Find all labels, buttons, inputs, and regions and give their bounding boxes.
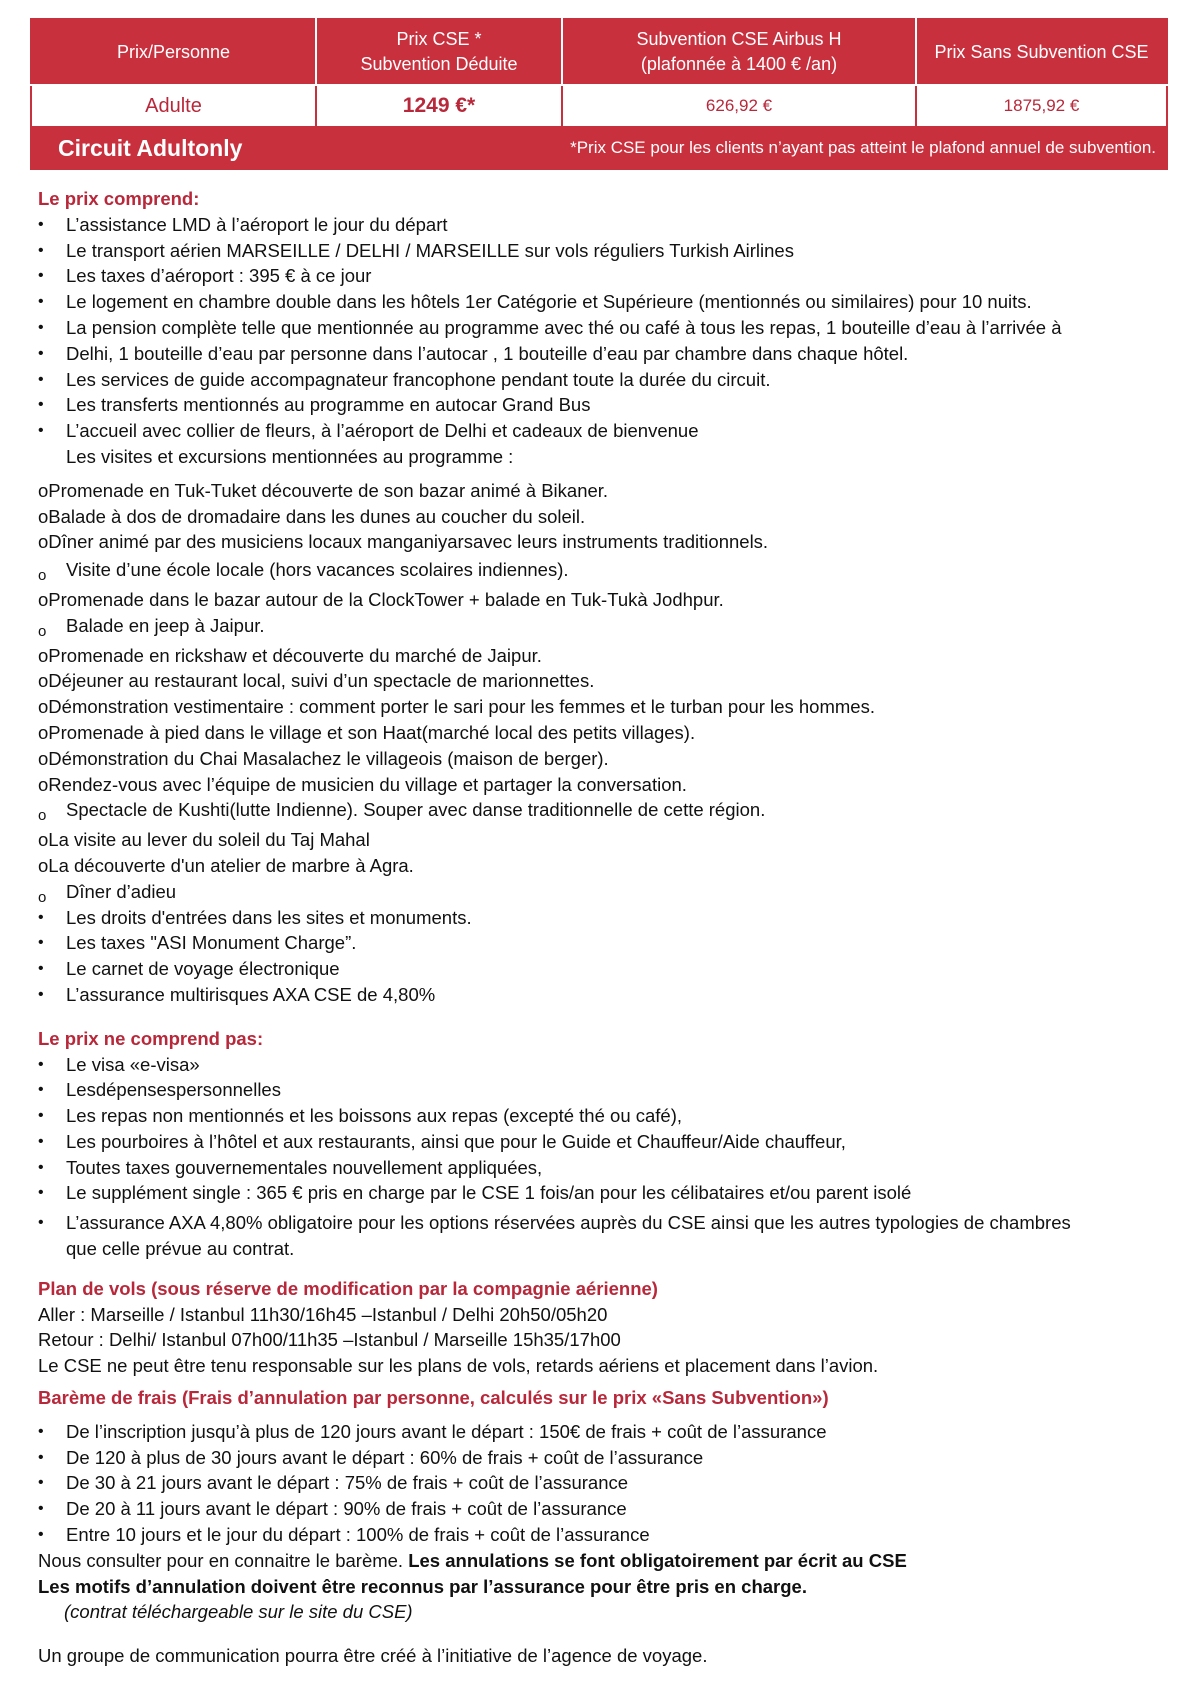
header-prix-personne: Prix/Personne xyxy=(31,19,316,85)
list-item: • Les repas non mentionnés et les boissons aux repas (excepté thé ou café), xyxy=(38,1103,1178,1129)
visit-item: o Visite d’une école locale (hors vacances scolaires indiennes). xyxy=(38,557,1178,583)
header-prix-cse xyxy=(316,19,562,85)
cell-prix-cse: 1249 €* xyxy=(316,85,562,127)
price-table-row xyxy=(31,85,1167,127)
bareme-motifs: Les motifs d’annulation doivent être reconnus par l’assurance pour être pris en charge. xyxy=(38,1575,807,1597)
visit-item: o Dîner d’adieu xyxy=(38,879,1178,905)
list-item: • Le carnet de voyage électronique xyxy=(38,956,1178,982)
visit-item: oLa visite au lever du soleil du Taj Mahal xyxy=(38,829,370,851)
visit-item: oLa découverte d'un atelier de marbre à Agra. xyxy=(38,854,414,876)
list-item: • Les droits d'entrées dans les sites et monuments. xyxy=(38,905,1178,931)
cell-subvention: 626,92 € xyxy=(562,85,916,127)
bareme-consult-bold: Les annulations se font obligatoirement par écrit au CSE xyxy=(408,1549,907,1571)
bareme-consult-text: Nous consulter pour en connaitre le barème. xyxy=(38,1549,404,1571)
price-table-header xyxy=(31,19,1167,85)
list-item: • Toutes taxes gouvernementales nouvellement appliquées, xyxy=(38,1155,1178,1181)
list-item: • Lesdépensespersonnelles xyxy=(38,1077,1178,1103)
list-item: • La pension complète telle que mentionnée au programme avec thé ou café à tous les repas, 1 bouteille d’eau à l’arrivée à xyxy=(38,315,1178,341)
list-item: • De l’inscription jusqu’à plus de 120 jours avant le départ : 150€ de frais + coût de l’assurance xyxy=(38,1419,1178,1445)
list-item xyxy=(38,1210,1178,1262)
list-comprend xyxy=(38,212,1178,444)
list-item: • Le visa «e-visa» xyxy=(38,1052,1178,1078)
section-title-vols: Plan de vols (sous réserve de modification par la compagnie aérienne) xyxy=(38,1277,658,1299)
cell-prix-sans: 1875,92 € xyxy=(916,85,1167,127)
header-subvention xyxy=(562,19,916,85)
list-item: • Les transferts mentionnés au programme en autocar Grand Bus xyxy=(38,392,1178,418)
header-prix-cse-line1: Prix CSE * xyxy=(396,29,482,49)
bareme-contrat: (contrat téléchargeable sur le site du CSE) xyxy=(64,1601,413,1623)
list-item: • Delhi, 1 bouteille d’eau par personne dans l’autocar , 1 bouteille d’eau par chambre dans chaque hôtel. xyxy=(38,341,1178,367)
list-item: • L’assistance LMD à l’aéroport le jour du départ xyxy=(38,212,1178,238)
list-item: • L’accueil avec collier de fleurs, à l’aéroport de Delhi et cadeaux de bienvenue xyxy=(38,418,1178,444)
list-ne-comprend xyxy=(38,1052,1178,1262)
list-item: • Entre 10 jours et le jour du départ : 100% de frais + coût de l’assurance xyxy=(38,1522,1178,1548)
list-item: • Le supplément single : 365 € pris en charge par le CSE 1 fois/an pour les célibataires et/ou parent isolé xyxy=(38,1180,1178,1206)
visit-item: oPromenade en rickshaw et découverte du marché de Jaipur. xyxy=(38,644,542,666)
visit-item: oDîner animé par des musiciens locaux manganiyarsavec leurs instruments traditionnels. xyxy=(38,531,769,553)
list-item: • Les pourboires à l’hôtel et aux restaurants, ainsi que pour le Guide et Chauffeur/Aide chauffeur, xyxy=(38,1129,1178,1155)
cell-category: Adulte xyxy=(31,85,316,127)
bareme-consult xyxy=(38,1548,1178,1574)
visit-item: oDéjeuner au restaurant local, suivi d’un spectacle de marionnettes. xyxy=(38,670,595,692)
header-prix-cse-line2: Subvention Déduite xyxy=(360,54,518,74)
visits-list xyxy=(38,478,1178,905)
visit-item: oPromenade dans le bazar autour de la ClockTower + balade en Tuk-Tukà Jodhpur. xyxy=(38,588,724,610)
list-item-line: que celle prévue au contrat. xyxy=(66,1238,295,1260)
header-prix-sans: Prix Sans Subvention CSE xyxy=(916,19,1167,85)
vols-note: Le CSE ne peut être tenu responsable sur les plans de vols, retards aériens et placement dans l’avion. xyxy=(38,1355,879,1377)
price-footnote: *Prix CSE pour les clients n’ayant pas atteint le plafond annuel de subvention. xyxy=(570,138,1156,157)
circuit-title: Circuit Adultonly xyxy=(58,134,243,161)
visit-item: oDémonstration vestimentaire : comment porter le sari pour les femmes et le turban pour les hommes. xyxy=(38,696,875,718)
visit-item: oPromenade à pied dans le village et son Haat(marché local des petits villages). xyxy=(38,721,696,743)
list-item: • Les taxes "ASI Monument Charge”. xyxy=(38,930,1178,956)
list-comprend-after xyxy=(38,905,1178,1008)
visit-item: oDémonstration du Chai Masalachez le villageois (maison de berger). xyxy=(38,747,609,769)
list-item: • De 20 à 11 jours avant le départ : 90% de frais + coût de l’assurance xyxy=(38,1496,1178,1522)
visits-intro: Les visites et excursions mentionnées au programme : xyxy=(66,445,514,467)
list-item: • De 30 à 21 jours avant le départ : 75% de frais + coût de l’assurance xyxy=(38,1470,1178,1496)
list-item: • Le transport aérien MARSEILLE / DELHI / MARSEILLE sur vols réguliers Turkish Airlines xyxy=(38,238,1178,264)
list-item: • De 120 à plus de 30 jours avant le départ : 60% de frais + coût de l’assurance xyxy=(38,1445,1178,1471)
list-item-line: • L’assurance AXA 4,80% obligatoire pour les options réservées auprès du CSE ainsi que les autres typologies de chambres xyxy=(66,1212,1071,1234)
visit-item: oRendez-vous avec l’équipe de musicien du village et partager la conversation. xyxy=(38,773,687,795)
section-title-ne-comprend: Le prix ne comprend pas: xyxy=(38,1027,264,1049)
visit-item: oBalade à dos de dromadaire dans les dunes au coucher du soleil. xyxy=(38,505,586,527)
list-item: • L’assurance multirisques AXA CSE de 4,80% xyxy=(38,982,1178,1008)
vols-aller: Aller : Marseille / Istanbul 11h30/16h45 –Istanbul / Delhi 20h50/05h20 xyxy=(38,1303,608,1325)
document-body xyxy=(38,186,1178,1669)
section-title-comprend: Le prix comprend: xyxy=(38,188,200,209)
footer-line: Un groupe de communication pourra être créé à l’initiative de l’agence de voyage. xyxy=(38,1645,708,1667)
list-item: • Le logement en chambre double dans les hôtels 1er Catégorie et Supérieure (mentionnés ou similaires) pour 10 nuits. xyxy=(38,289,1178,315)
price-table xyxy=(30,18,1168,170)
price-table-footer xyxy=(31,127,1167,169)
visit-item: oPromenade en Tuk-Tuket découverte de son bazar animé à Bikaner. xyxy=(38,479,609,501)
list-bareme xyxy=(38,1419,1178,1548)
visit-item: o Balade en jeep à Jaipur. xyxy=(38,613,1178,639)
header-subvention-line1: Subvention CSE Airbus H xyxy=(636,29,842,49)
vols-retour: Retour : Delhi/ Istanbul 07h00/11h35 –Istanbul / Marseille 15h35/17h00 xyxy=(38,1329,621,1351)
section-title-bareme: Barème de frais (Frais d’annulation par personne, calculés sur le prix «Sans Subvention») xyxy=(38,1387,829,1409)
list-item: • Les services de guide accompagnateur francophone pendant toute la durée du circuit. xyxy=(38,367,1178,393)
list-item: • Les taxes d’aéroport : 395 € à ce jour xyxy=(38,263,1178,289)
header-subvention-line2: (plafonnée à 1400 € /an) xyxy=(640,54,838,74)
visit-item: o Spectacle de Kushti(lutte Indienne). Souper avec danse traditionnelle de cette région. xyxy=(38,797,1178,823)
